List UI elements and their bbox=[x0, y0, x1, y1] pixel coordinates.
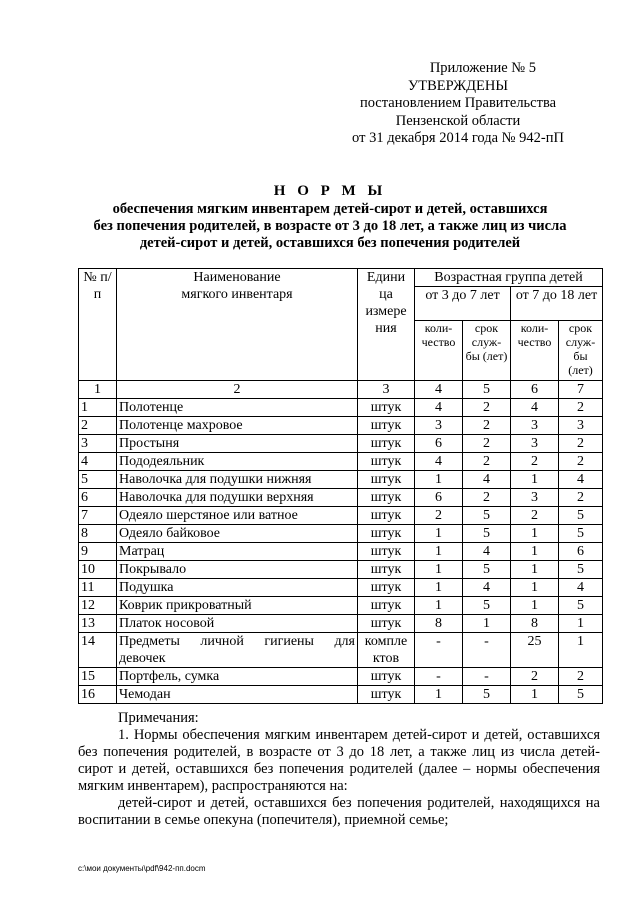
cell-unit: штук bbox=[358, 453, 415, 471]
cell-name: Полотенце bbox=[117, 399, 358, 417]
table-row bbox=[79, 633, 603, 668]
cell-number: 4 bbox=[79, 453, 117, 471]
cell-unit: штук bbox=[358, 597, 415, 615]
name-line: девочек bbox=[119, 651, 166, 666]
cell-term: 5 bbox=[559, 507, 603, 525]
cell-number: 8 bbox=[79, 525, 117, 543]
cell-term: 4 bbox=[559, 579, 603, 597]
cell-term: 4 bbox=[559, 471, 603, 489]
cell-unit: штук bbox=[358, 668, 415, 686]
cell-unit: штук bbox=[358, 471, 415, 489]
cell-quantity: 4 bbox=[511, 399, 559, 417]
cell-term: 6 bbox=[559, 543, 603, 561]
cell-unit bbox=[358, 633, 415, 668]
cell-quantity: 1 bbox=[511, 597, 559, 615]
name-word: для bbox=[334, 634, 355, 649]
subtitle-line: обеспечения мягким инвентарем детей-сирот и детей, оставшихся bbox=[112, 201, 548, 217]
cell-name: Чемодан bbox=[117, 686, 358, 704]
subtitle-line: детей-сирот и детей, оставшихся без попечения родителей bbox=[139, 235, 521, 251]
cell-name: Пододеяльник bbox=[117, 453, 358, 471]
cell-term: 3 bbox=[559, 417, 603, 435]
index-cell: 2 bbox=[117, 381, 358, 399]
cell-quantity: 4 bbox=[415, 453, 463, 471]
table-row bbox=[79, 471, 603, 489]
cell-term: 2 bbox=[559, 453, 603, 471]
cell-name: Платок носовой bbox=[117, 615, 358, 633]
cell-quantity: 1 bbox=[511, 471, 559, 489]
cell-term: 2 bbox=[463, 489, 511, 507]
cell-unit: штук bbox=[358, 417, 415, 435]
cell-term: 5 bbox=[463, 597, 511, 615]
cell-number: 5 bbox=[79, 471, 117, 489]
cell-name: Простыня bbox=[117, 435, 358, 453]
header-unit: Едини ца измере ния bbox=[358, 269, 415, 381]
name-word: личной bbox=[200, 634, 244, 649]
cell-quantity: 3 bbox=[511, 435, 559, 453]
file-path-footer: c:\мои документы\pdf\942-пп.docm bbox=[78, 864, 206, 873]
note-paragraph: 1. Нормы обеспечения мягким инвентарем детей-сирот и детей, оставшихся без попечения родителей, в возрасте от 3 до 18 лет, а также лиц из числа детей-сирот и детей, оставшихся без попечения родителей (далее – нормы обеспечения мягким инвентарем), распространяются на: bbox=[78, 727, 600, 794]
cell-unit: штук bbox=[358, 489, 415, 507]
notes-section bbox=[78, 710, 600, 829]
cell-quantity: 1 bbox=[415, 561, 463, 579]
cell-quantity: - bbox=[415, 633, 463, 668]
cell-term: 5 bbox=[559, 561, 603, 579]
cell-name: Подушка bbox=[117, 579, 358, 597]
cell-number: 12 bbox=[79, 597, 117, 615]
cell-term: 2 bbox=[559, 435, 603, 453]
cell-name: Коврик прикроватный bbox=[117, 597, 358, 615]
header-name-line: мягкого инвентаря bbox=[181, 287, 293, 302]
cell-quantity: 1 bbox=[511, 525, 559, 543]
cell-quantity: 1 bbox=[415, 525, 463, 543]
header-term: срок служ- бы (лет) bbox=[463, 321, 511, 381]
cell-number: 9 bbox=[79, 543, 117, 561]
cell-term: 2 bbox=[463, 435, 511, 453]
cell-name: Матрац bbox=[117, 543, 358, 561]
cell-term: 5 bbox=[559, 525, 603, 543]
table-row bbox=[79, 597, 603, 615]
cell-term: 4 bbox=[463, 543, 511, 561]
cell-quantity: 6 bbox=[415, 489, 463, 507]
unit-line: ктов bbox=[372, 651, 400, 666]
cell-number: 10 bbox=[79, 561, 117, 579]
approved-by: постановлением Правительства bbox=[359, 95, 557, 111]
cell-unit: штук bbox=[358, 615, 415, 633]
index-cell: 7 bbox=[559, 381, 603, 399]
cell-unit: штук bbox=[358, 686, 415, 704]
table-row bbox=[79, 399, 603, 417]
table-row bbox=[79, 489, 603, 507]
cell-term: 1 bbox=[559, 615, 603, 633]
cell-number: 1 bbox=[79, 399, 117, 417]
cell-quantity: 1 bbox=[511, 579, 559, 597]
table-row bbox=[79, 525, 603, 543]
cell-quantity: 4 bbox=[415, 399, 463, 417]
header-number: № п/п bbox=[79, 269, 117, 381]
cell-term: 5 bbox=[463, 561, 511, 579]
cell-quantity: 2 bbox=[511, 668, 559, 686]
cell-number: 13 bbox=[79, 615, 117, 633]
region-name: Пензенской области bbox=[395, 112, 521, 129]
index-cell: 1 bbox=[79, 381, 117, 399]
cell-quantity: 1 bbox=[415, 597, 463, 615]
table-row bbox=[79, 668, 603, 686]
table-body bbox=[79, 399, 603, 633]
cell-number: 7 bbox=[79, 507, 117, 525]
cell-name: Полотенце махровое bbox=[117, 417, 358, 435]
cell-unit: штук bbox=[358, 525, 415, 543]
cell-term: 2 bbox=[463, 417, 511, 435]
index-row bbox=[79, 381, 603, 399]
cell-name: Наволочка для подушки нижняя bbox=[117, 471, 358, 489]
cell-quantity: 1 bbox=[511, 561, 559, 579]
cell-quantity: 1 bbox=[415, 543, 463, 561]
header-age-3-7: от 3 до 7 лет bbox=[415, 287, 511, 321]
cell-quantity: 1 bbox=[415, 471, 463, 489]
name-line bbox=[119, 633, 355, 650]
cell-quantity: 25 bbox=[511, 633, 559, 668]
cell-quantity: 1 bbox=[415, 579, 463, 597]
table-row bbox=[79, 686, 603, 704]
cell-term: 4 bbox=[463, 471, 511, 489]
table-row bbox=[79, 453, 603, 471]
cell-name: Одеяло шерстяное или ватное bbox=[117, 507, 358, 525]
cell-quantity: 2 bbox=[415, 507, 463, 525]
cell-term: 2 bbox=[559, 668, 603, 686]
table-row bbox=[79, 507, 603, 525]
cell-term: 2 bbox=[559, 399, 603, 417]
index-cell: 3 bbox=[358, 381, 415, 399]
cell-term: 4 bbox=[463, 579, 511, 597]
cell-quantity: 1 bbox=[511, 543, 559, 561]
unit-line: компле bbox=[364, 634, 408, 649]
cell-unit: штук bbox=[358, 579, 415, 597]
cell-quantity: 3 bbox=[415, 417, 463, 435]
header-name bbox=[117, 269, 358, 381]
table-row bbox=[79, 561, 603, 579]
cell-number: 3 bbox=[79, 435, 117, 453]
norms-table bbox=[78, 268, 603, 704]
cell-name: Наволочка для подушки верхняя bbox=[117, 489, 358, 507]
cell-number: 16 bbox=[79, 686, 117, 704]
table-row bbox=[79, 543, 603, 561]
document-title: Н О Р М Ы bbox=[273, 183, 387, 199]
cell-number: 15 bbox=[79, 668, 117, 686]
cell-unit: штук bbox=[358, 543, 415, 561]
note-paragraph: детей-сирот и детей, оставшихся без попечения родителей, находящихся на воспитании в семье опекуна (попечителя), приемной семье; bbox=[78, 795, 600, 828]
header-name-line: Наименование bbox=[193, 270, 281, 285]
document-subtitle bbox=[70, 201, 590, 252]
cell-unit: штук bbox=[358, 435, 415, 453]
cell-term: 5 bbox=[463, 686, 511, 704]
cell-quantity: 3 bbox=[511, 489, 559, 507]
index-cell: 5 bbox=[463, 381, 511, 399]
cell-term: 2 bbox=[559, 489, 603, 507]
cell-quantity: 1 bbox=[511, 686, 559, 704]
header-term: срок служ- бы (лет) bbox=[559, 321, 603, 381]
index-cell: 4 bbox=[415, 381, 463, 399]
cell-unit: штук bbox=[358, 399, 415, 417]
cell-term: 5 bbox=[559, 686, 603, 704]
header-age-7-18: от 7 до 18 лет bbox=[511, 287, 603, 321]
table-row bbox=[79, 417, 603, 435]
table-row bbox=[79, 615, 603, 633]
cell-term: 5 bbox=[463, 507, 511, 525]
cell-term: - bbox=[463, 633, 511, 668]
cell-name: Одеяло байковое bbox=[117, 525, 358, 543]
cell-name: Покрывало bbox=[117, 561, 358, 579]
cell-term: 5 bbox=[463, 525, 511, 543]
cell-unit: штук bbox=[358, 507, 415, 525]
cell-quantity: 8 bbox=[415, 615, 463, 633]
cell-term: 2 bbox=[463, 453, 511, 471]
cell-quantity: 2 bbox=[511, 507, 559, 525]
resolution-date: от 31 декабря 2014 года № 942-пП bbox=[352, 130, 564, 146]
cell-number: 2 bbox=[79, 417, 117, 435]
cell-name bbox=[117, 633, 358, 668]
cell-quantity: 1 bbox=[415, 686, 463, 704]
notes-heading: Примечания: bbox=[118, 710, 199, 726]
appendix-number: Приложение № 5 bbox=[429, 60, 536, 76]
approval-block bbox=[338, 60, 578, 148]
table-row bbox=[79, 579, 603, 597]
cell-name: Портфель, сумка bbox=[117, 668, 358, 686]
header-quantity: коли- чество bbox=[415, 321, 463, 381]
cell-term: 2 bbox=[463, 399, 511, 417]
cell-quantity: 6 bbox=[415, 435, 463, 453]
cell-quantity: - bbox=[415, 668, 463, 686]
subtitle-line: без попечения родителей, в возрасте от 3 до 18 лет, а также лиц из числа bbox=[93, 218, 567, 234]
cell-number: 6 bbox=[79, 489, 117, 507]
cell-term: - bbox=[463, 668, 511, 686]
cell-number: 14 bbox=[79, 633, 117, 668]
cell-term: 1 bbox=[463, 615, 511, 633]
cell-number: 11 bbox=[79, 579, 117, 597]
cell-quantity: 8 bbox=[511, 615, 559, 633]
header-age-group: Возрастная группа детей bbox=[415, 269, 603, 287]
name-word: Предметы bbox=[119, 634, 180, 649]
cell-term: 5 bbox=[559, 597, 603, 615]
cell-unit: штук bbox=[358, 561, 415, 579]
index-cell: 6 bbox=[511, 381, 559, 399]
cell-quantity: 2 bbox=[511, 453, 559, 471]
approved-label: УТВЕРЖДЕНЫ bbox=[407, 77, 509, 94]
cell-term: 1 bbox=[559, 633, 603, 668]
table-row bbox=[79, 435, 603, 453]
header-quantity: коли- чество bbox=[511, 321, 559, 381]
name-word: гигиены bbox=[264, 634, 314, 649]
cell-quantity: 3 bbox=[511, 417, 559, 435]
